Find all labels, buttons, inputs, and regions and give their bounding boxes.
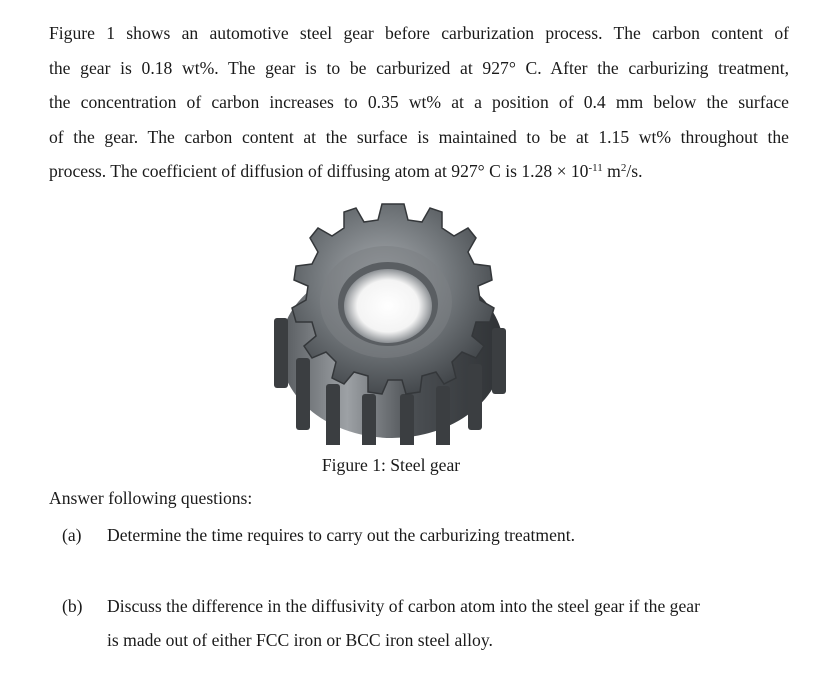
paragraph-line-3: the concentration of carbon increases to 0.35 wt% at a position of 0.4 mm below the surface (49, 92, 789, 112)
paragraph-line-5 (49, 154, 789, 189)
paragraph-line-4: of the gear. The carbon content at the surface is maintained to be at 1.15 wt% throughout the (49, 126, 789, 147)
answer-heading: Answer following questions: (49, 488, 253, 508)
question-a-text: Determine the time requires to carry out the carburizing treatment. (107, 525, 575, 545)
unit-per-second: /s. (626, 161, 643, 181)
question-b-label: (b) (62, 596, 83, 616)
paragraph-line-5-text: process. The coefficient of diffusion of diffusing atom at 927° C is 1.28 × 10 (49, 161, 589, 181)
unit-m: m (602, 161, 621, 181)
unit-exponent: 2 (620, 162, 627, 174)
paragraph-line-1: Figure 1 shows an automotive steel gear before carburization process. The carbon content of (49, 23, 789, 43)
question-a-label: (a) (62, 525, 82, 545)
problem-paragraph (49, 16, 789, 189)
steel-gear-image (262, 190, 522, 445)
figure-caption: Figure 1: Steel gear (321, 455, 461, 475)
question-b-text-continued: is made out of either FCC iron or BCC iron steel alloy. (107, 630, 493, 650)
paragraph-line-2: the gear is 0.18 wt%. The gear is to be carburized at 927° C. After the carburizing treatment, (49, 57, 789, 78)
steel-gear-icon (262, 190, 522, 445)
exponent: -11 (588, 162, 603, 174)
question-b-text: Discuss the difference in the diffusivity of carbon atom into the steel gear if the gear (107, 596, 700, 616)
